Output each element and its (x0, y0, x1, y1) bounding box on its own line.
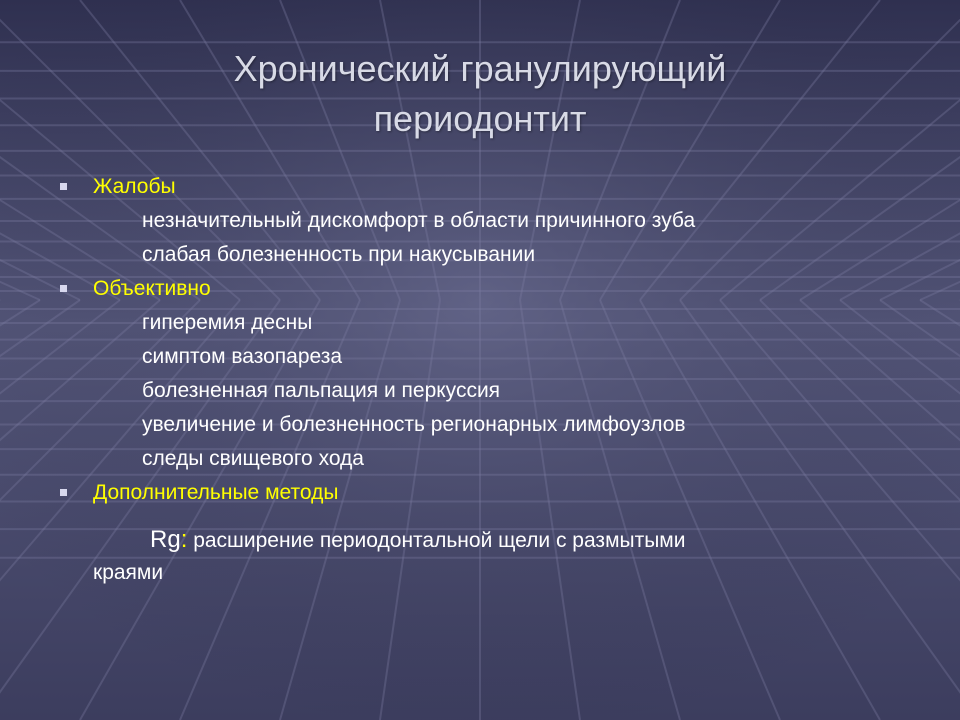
title-line-1: Хронический гранулирующий (233, 48, 727, 89)
list-item: болезненная пальпация и перкуссия (142, 379, 501, 402)
list-item: следы свищевого хода (142, 447, 364, 470)
list-item: гиперемия десны (142, 311, 313, 334)
rg-finding (60, 524, 920, 589)
rg-colon: : (180, 526, 188, 553)
rg-text-line-1: расширение периодонтальной щели с размытыми (187, 529, 686, 552)
rg-text-line-2: краями (93, 561, 164, 584)
list-item: увеличение и болезненность регионарных лимфоузлов (142, 413, 686, 436)
title-line-2: периодонтит (373, 98, 587, 139)
section-heading-additional-methods: Дополнительные методы (60, 476, 920, 510)
section-heading-complaints: Жалобы (60, 170, 920, 204)
list-item: незначительный дискомфорт в области причинного зуба (142, 209, 696, 232)
slide-content (60, 170, 920, 589)
list-item: слабая болезненность при накусывании (142, 243, 536, 266)
section-heading-objective: Объективно (60, 272, 920, 306)
rg-label-text: Rg (150, 526, 181, 553)
rg-label (93, 526, 187, 553)
page-title (0, 44, 960, 144)
list-item: симптом вазопареза (142, 345, 343, 368)
